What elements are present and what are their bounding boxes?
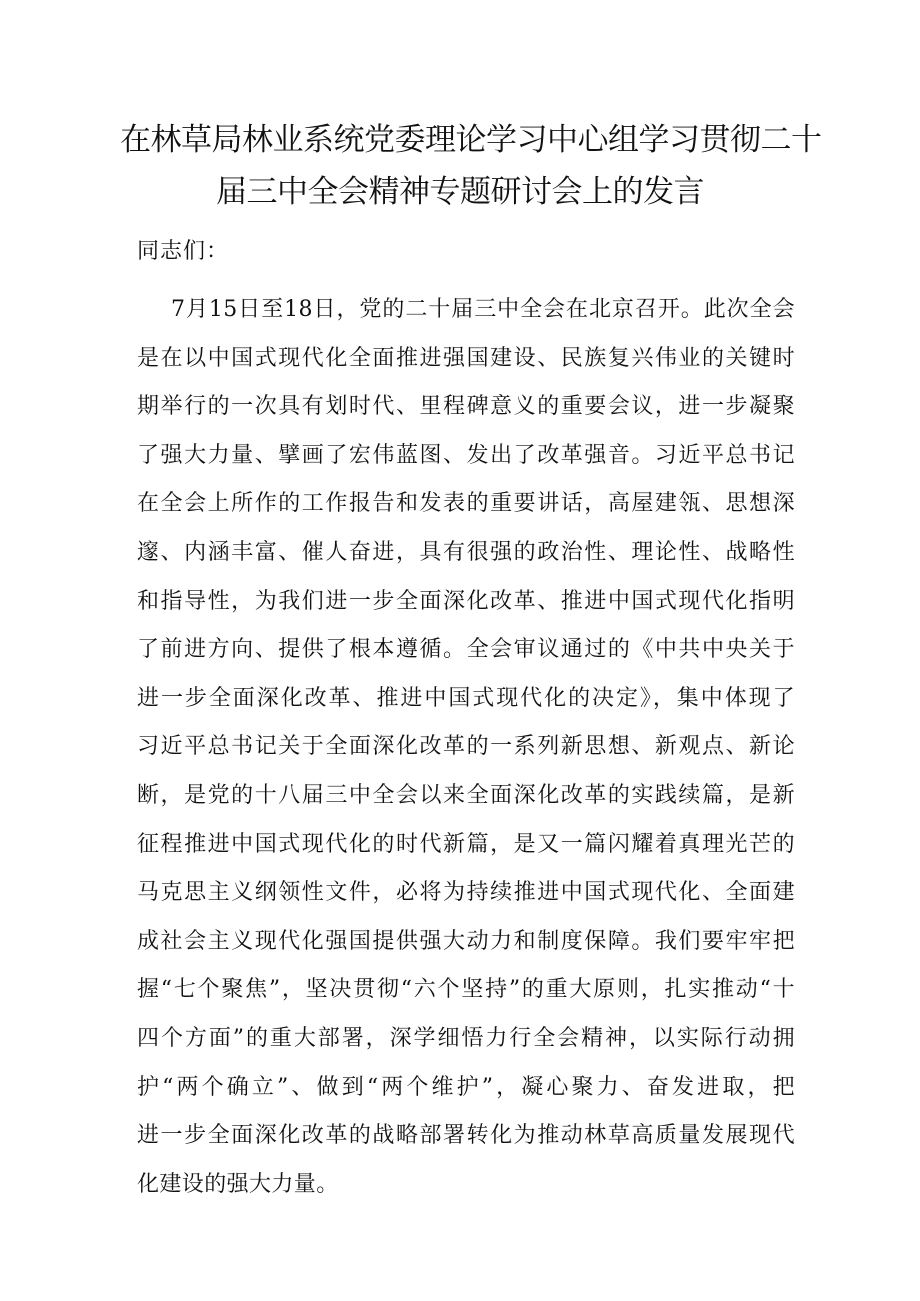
paragraph-line: 是在以中国式现代化全面推进强国建设、民族复兴伟业的关键时 [137, 345, 795, 371]
paragraph-line: 马克思主义纲领性文件，必将为持续推进中国式现代化、全面建 [137, 880, 795, 906]
paragraph-line: 了前进方向、提供了根本遵循。全会审议通过的《中共中央关于 [137, 637, 795, 663]
body-paragraph [137, 286, 795, 1209]
paragraph-line: 7月15日至18日，党的二十届三中全会在北京召开。此次全会 [171, 297, 795, 322]
paragraph-line: 习近平总书记关于全面深化改革的一系列新思想、新观点、新论 [137, 734, 795, 760]
paragraph-line: 进一步全面深化改革的战略部署转化为推动林草高质量发展现代 [137, 1123, 795, 1149]
salutation: 同志们： [137, 239, 230, 264]
paragraph-line: 邃、内涵丰富、催人奋进，具有很强的政治性、理论性、战略性 [137, 539, 795, 565]
paragraph-line: 握“七个聚焦”，坚决贯彻“六个坚持”的重大原则，扎实推动“十 [137, 977, 795, 1003]
document-title-line-1: 在林草局林业系统党委理论学习中心组学习贯彻二十 [120, 122, 822, 158]
paragraph-line: 在全会上所作的工作报告和发表的重要讲话，高屋建瓴、思想深 [137, 491, 795, 517]
paragraph-line: 和指导性，为我们进一步全面深化改革、推进中国式现代化指明 [137, 588, 795, 614]
paragraph-line: 护“两个确立”、做到“两个维护”，凝心聚力、奋发进取，把 [137, 1074, 795, 1100]
paragraph-line: 断，是党的十八届三中全会以来全面深化改革的实践续篇，是新 [137, 782, 795, 808]
paragraph-line: 成社会主义现代化强国提供强大动力和制度保障。我们要牢牢把 [137, 928, 795, 954]
paragraph-line: 了强大力量、擘画了宏伟蓝图、发出了改革强音。习近平总书记 [137, 442, 795, 468]
paragraph-line: 进一步全面深化改革、推进中国式现代化的决定》，集中体现了 [137, 685, 795, 711]
paragraph-line: 期举行的一次具有划时代、里程碑意义的重要会议，进一步凝聚 [137, 394, 795, 420]
document-title-line-2: 届三中全会精神专题研讨会上的发言 [216, 174, 704, 210]
paragraph-line: 化建设的强大力量。 [137, 1171, 339, 1197]
paragraph-line: 四个方面”的重大部署，深学细悟力行全会精神，以实际行动拥 [137, 1025, 795, 1051]
paragraph-line: 征程推进中国式现代化的时代新篇，是又一篇闪耀着真理光芒的 [137, 831, 795, 857]
